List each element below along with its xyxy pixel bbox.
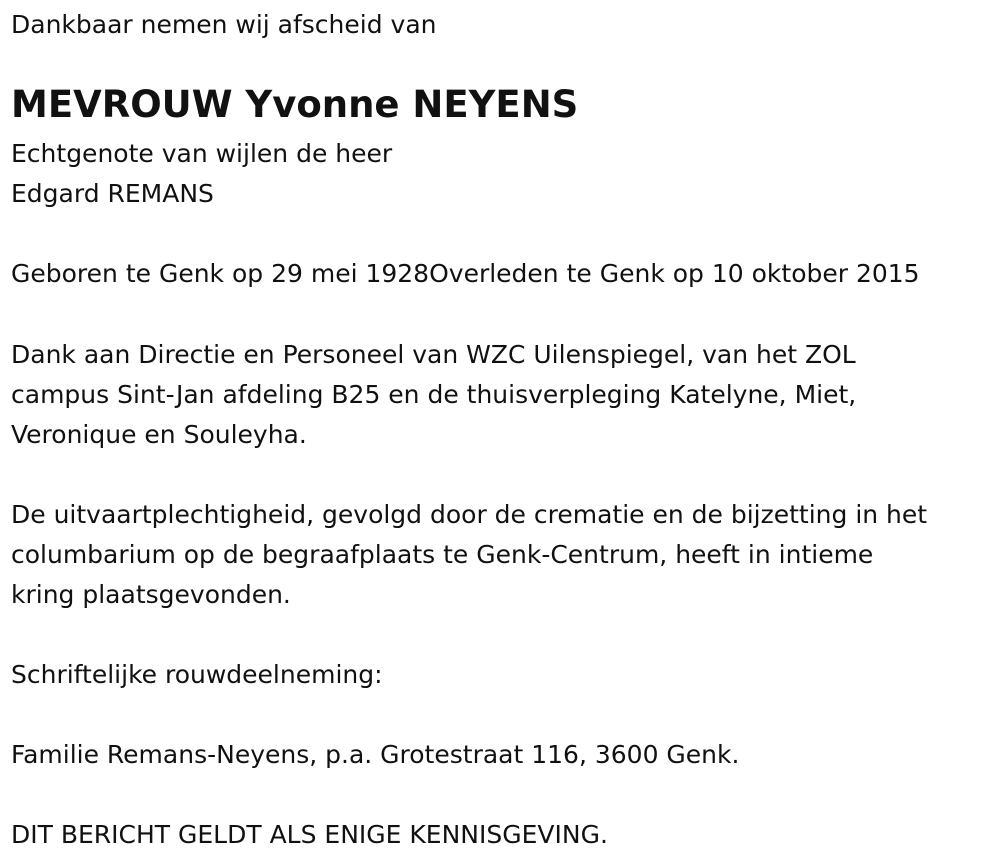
thanks-line-2: campus Sint-Jan afdeling B25 en de thuisverpleging Katelyne, Miet, — [11, 380, 857, 409]
thanks-line-3: Veronique en Souleyha. — [11, 420, 307, 449]
spouse-line-2: Edgard REMANS — [11, 179, 214, 208]
condolence-label: Schriftelijke rouwdeelneming: — [11, 660, 383, 689]
funeral-line-2: columbarium op de begraafplaats te Genk-Centrum, heeft in intieme — [11, 540, 874, 569]
deceased-name: MEVROUW Yvonne NEYENS — [11, 83, 579, 126]
spouse-line-1: Echtgenote van wijlen de heer — [11, 139, 393, 168]
funeral-line-3: kring plaatsgevonden. — [11, 580, 291, 609]
funeral-line-1: De uitvaartplechtigheid, gevolgd door de crematie en de bijzetting in het — [11, 500, 928, 529]
closing-notice: DIT BERICHT GELDT ALS ENIGE KENNISGEVING. — [11, 820, 608, 849]
born-died-text: Geboren te Genk op 29 mei 1928Overleden te Genk op 10 oktober 2015 — [11, 259, 920, 288]
thanks-line-1: Dank aan Directie en Personeel van WZC Uilenspiegel, van het ZOL — [11, 340, 856, 369]
intro-text: Dankbaar nemen wij afscheid van — [11, 10, 437, 39]
family-address: Familie Remans-Neyens, p.a. Grotestraat 116, 3600 Genk. — [11, 740, 740, 769]
